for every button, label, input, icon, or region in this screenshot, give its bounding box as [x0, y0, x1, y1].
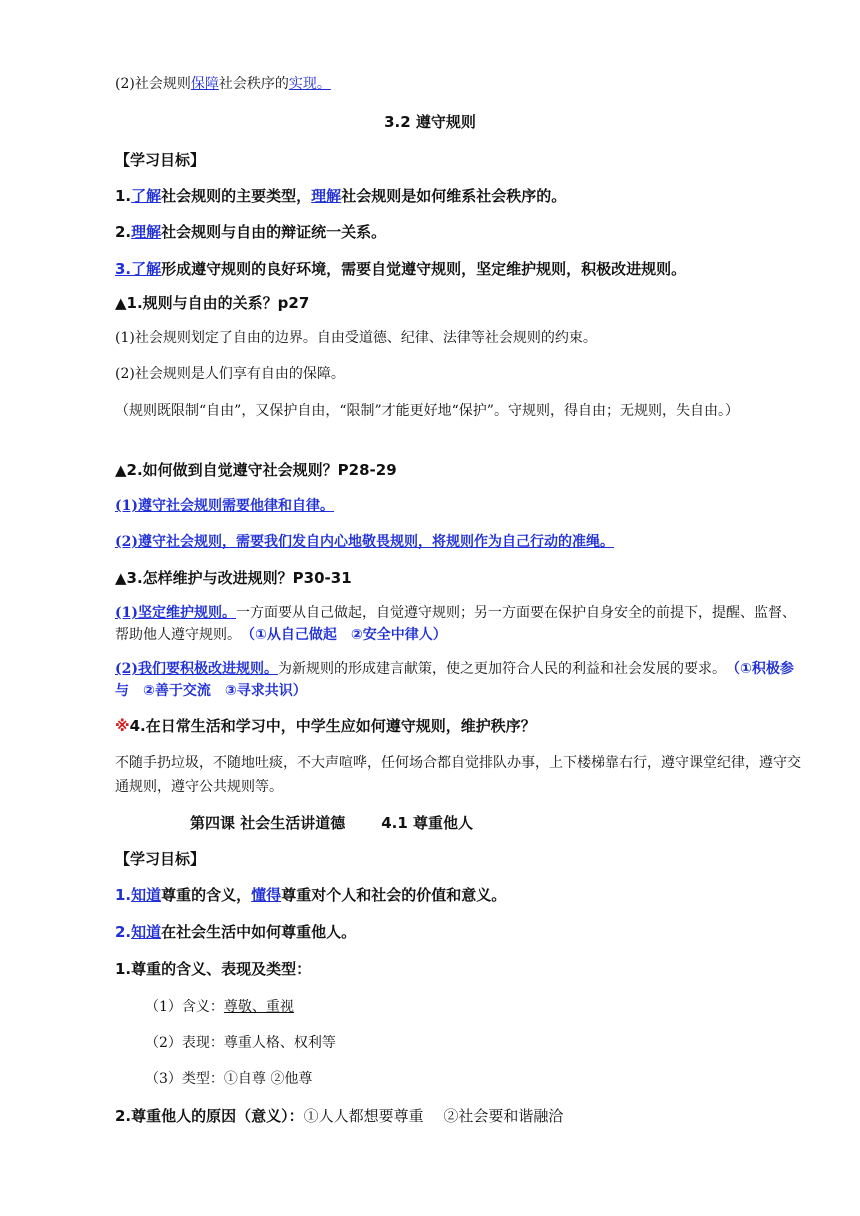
respect-item-meaning	[145, 996, 835, 1018]
keyword-know: 知道	[131, 923, 162, 941]
objective-num: 2.	[115, 223, 132, 241]
objective-2	[115, 221, 805, 243]
question-2-answer-2: (2)遵守社会规则，需要我们发自内心地敬畏规则，将规则作为自己行动的准绳。	[115, 534, 614, 550]
objective-4-2	[115, 921, 805, 943]
top-line	[115, 73, 805, 95]
objective-text: 尊重的含义，	[161, 886, 252, 904]
question-title: 2.尊重他人的原因（意义）：	[115, 1107, 304, 1125]
keyword-comprehend: 理解	[131, 223, 162, 241]
lesson-title: 第四课 社会生活讲道德	[190, 814, 346, 832]
question-4-title	[115, 715, 805, 737]
question-1-note: （规则既限制“自由”，又保护自由，“限制”才能更好地“保护”。守规则，得自由；无规则，失自由。）	[115, 403, 739, 419]
top-line-prefix: (2)社会规则	[115, 76, 191, 92]
item-label: （1）含义：	[145, 999, 224, 1015]
objective-num: 1.	[115, 886, 132, 904]
question-1-title: ▲1.规则与自由的关系？p27	[115, 294, 310, 312]
asterisk-mark-icon: ※	[115, 717, 130, 735]
answer-text: 一方面要从自己做起，自觉遵守规则；另一方面要在保护自身安全的前提下，提醒、监督、帮助他人遵守规则。	[115, 605, 796, 643]
objective-1	[115, 185, 805, 207]
objective-num: 2.	[115, 923, 132, 941]
objective-text: 社会规则是如何维系社会秩序的。	[341, 187, 567, 205]
question-1-answer-1: (1)社会规则划定了自由的边界。自由受道德、纪律、法律等社会规则的约束。	[115, 330, 597, 346]
section-title-3-2: 3.2 遵守规则	[384, 113, 476, 131]
objectives-header-2: 【学习目标】	[115, 850, 206, 868]
question-3-answer-1	[115, 602, 805, 646]
item-value: 尊敬、重视	[223, 999, 294, 1015]
answer-text: 为新规则的形成建言献策，使之更加符合人民的利益和社会发展的要求。	[278, 661, 719, 677]
keyword-realize: 实现。	[288, 76, 331, 92]
top-line-mid: 社会秩序的	[218, 76, 289, 92]
objective-4-1	[115, 884, 805, 906]
respect-item-expression: （2）表现：尊重人格、权利等	[145, 1035, 336, 1051]
keyword-understand: 懂得	[251, 886, 282, 904]
question-4-text: 4.在日常生活和学习中，中学生应如何遵守规则，维护秩序？	[129, 717, 536, 735]
objective-text: 在社会生活中如何尊重他人。	[161, 923, 357, 941]
answer-tip: （①从自己做起 ②安全中律人）	[248, 627, 447, 643]
objective-text: 尊重对个人和社会的价值和意义。	[281, 886, 507, 904]
question-3-answer-2	[115, 658, 805, 702]
keyword-understand: 3.了解	[115, 260, 162, 278]
answer-keyword: (2)我们要积极改进规则。	[115, 661, 278, 677]
respect-question-2	[115, 1105, 805, 1127]
answer-tip: （①积极参与 ②善于交流 ③寻求共识）	[115, 661, 794, 699]
keyword-protect: 保障	[190, 76, 219, 92]
question-2-title: ▲2.如何做到自觉遵守社会规则？P28-29	[115, 461, 397, 479]
keyword-comprehend: 理解	[311, 187, 342, 205]
objective-text: 社会规则的主要类型，	[161, 187, 312, 205]
objective-text: 社会规则与自由的辩证统一关系。	[161, 223, 387, 241]
objective-3	[115, 258, 805, 280]
lesson-4-heading	[190, 812, 860, 834]
question-4-answer: 不随手扔垃圾，不随地吐痰，不大声喧哗，任何场合都自觉排队办事，上下楼梯靠右行，遵守课堂纪律，遵守交通规则，遵守公共规则等。	[115, 755, 801, 795]
question-2-answer-1: (1)遵守社会规则需要他律和自律。	[115, 498, 334, 514]
question-1-answer-2: (2)社会规则是人们享有自由的保障。	[115, 366, 345, 382]
lesson-section: 4.1 尊重他人	[381, 814, 474, 832]
answer-keyword: (1)坚定维护规则。	[115, 605, 236, 621]
question-answer: ①人人都想要尊重 ②社会要和谐融洽	[303, 1107, 564, 1125]
question-3-title: ▲3.怎样维护与改进规则？P30-31	[115, 569, 352, 587]
respect-item-types: （3）类型：①自尊 ②他尊	[145, 1071, 313, 1087]
keyword-understand: 了解	[131, 187, 162, 205]
objectives-header: 【学习目标】	[115, 151, 206, 169]
keyword-know: 知道	[131, 886, 162, 904]
respect-question-1-title: 1.尊重的含义、表现及类型：	[115, 960, 312, 978]
objective-num: 1.	[115, 187, 132, 205]
objective-text: 形成遵守规则的良好环境，需要自觉遵守规则，坚定维护规则，积极改进规则。	[161, 260, 687, 278]
